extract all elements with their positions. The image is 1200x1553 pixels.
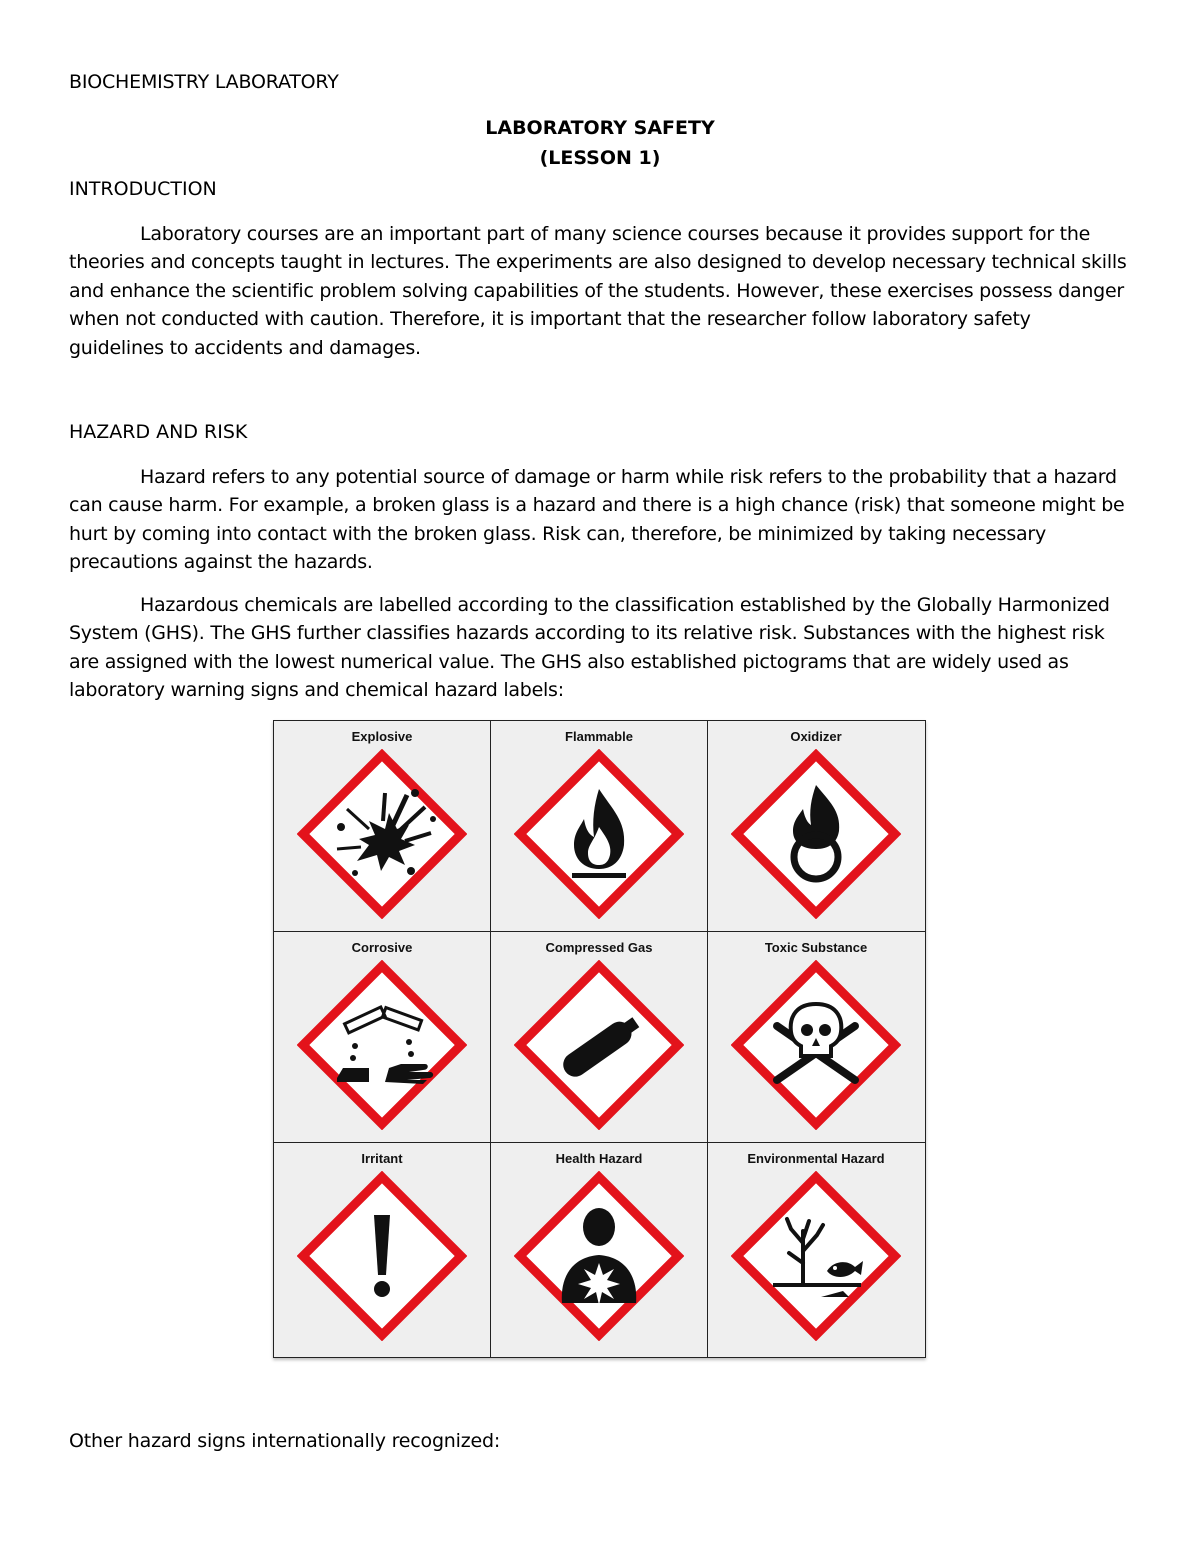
hazard-risk-text-1: Hazard refers to any potential source of damage or harm while risk refers to the probability that a hazard can cause harm. For example, a broken glass is a hazard and there is a high chance (risk) that someone might be hurt by coming into contact with the broken glass. Risk can, therefore, be minimized by taking necessary precautions against the hazards. [69, 466, 1125, 574]
pictogram-label: Irritant [361, 1151, 403, 1166]
pictogram-label: Health Hazard [555, 1151, 643, 1166]
introduction-text: Laboratory courses are an important part of many science courses because it provides support for the theories and concepts taught in lectures. The experiments are also designed to develop necessary technical skills and enhance the scientific problem solving capabilities of the students. However, these exercises possess danger when not conducted with caution. Therefore, it is important that the researcher follow laboratory safety guidelines to accidents and damages. [69, 223, 1127, 359]
health-hazard-icon [514, 1171, 684, 1341]
flame-over-circle-icon [731, 749, 901, 919]
pictogram-label: Toxic Substance [764, 940, 868, 955]
page-title: LABORATORY SAFETY [485, 117, 715, 139]
ghs-pictogram-grid [273, 720, 926, 1358]
flame-icon [514, 749, 684, 919]
pictogram-label: Compressed Gas [545, 940, 653, 955]
pictogram-explosive [274, 721, 490, 931]
hazard-risk-paragraph-1 [69, 463, 1131, 577]
exclamation-mark-icon [297, 1171, 467, 1341]
pictogram-label: Explosive [351, 729, 413, 744]
corrosion-icon [297, 960, 467, 1130]
environment-icon [731, 1171, 901, 1341]
gas-cylinder-icon [514, 960, 684, 1130]
pictogram-label: Flammable [565, 729, 633, 744]
pictogram-compressed-gas [491, 932, 707, 1142]
pictogram-label: Oxidizer [790, 729, 842, 744]
course-label: BIOCHEMISTRY LABORATORY [69, 71, 339, 93]
pictogram-environmental-hazard [708, 1143, 924, 1353]
hazard-risk-text-2: Hazardous chemicals are labelled according to the classification established by the Globally Harmonized System (GHS). The GHS further classifies hazards according to its relative risk. Substances with the highest risk are assigned with the lowest numerical value. The GHS also established pictograms that are widely used as laboratory warning signs and chemical hazard labels: [69, 594, 1110, 702]
introduction-paragraph [69, 220, 1131, 362]
skull-crossbones-icon [731, 960, 901, 1130]
pictogram-label: Environmental Hazard [747, 1151, 885, 1166]
pictogram-oxidizer [708, 721, 924, 931]
pictogram-toxic-substance [708, 932, 924, 1142]
introduction-heading: INTRODUCTION [69, 178, 217, 200]
pictogram-corrosive [274, 932, 490, 1142]
explosive-icon [297, 749, 467, 919]
pictogram-health-hazard [491, 1143, 707, 1353]
hazard-risk-heading: HAZARD AND RISK [69, 421, 248, 443]
pictogram-flammable [491, 721, 707, 931]
pictogram-label: Corrosive [351, 940, 413, 955]
hazard-risk-paragraph-2 [69, 591, 1131, 705]
page-subtitle: (LESSON 1) [539, 147, 661, 169]
other-hazard-signs-text: Other hazard signs internationally recognized: [69, 1430, 501, 1452]
pictogram-irritant [274, 1143, 490, 1353]
